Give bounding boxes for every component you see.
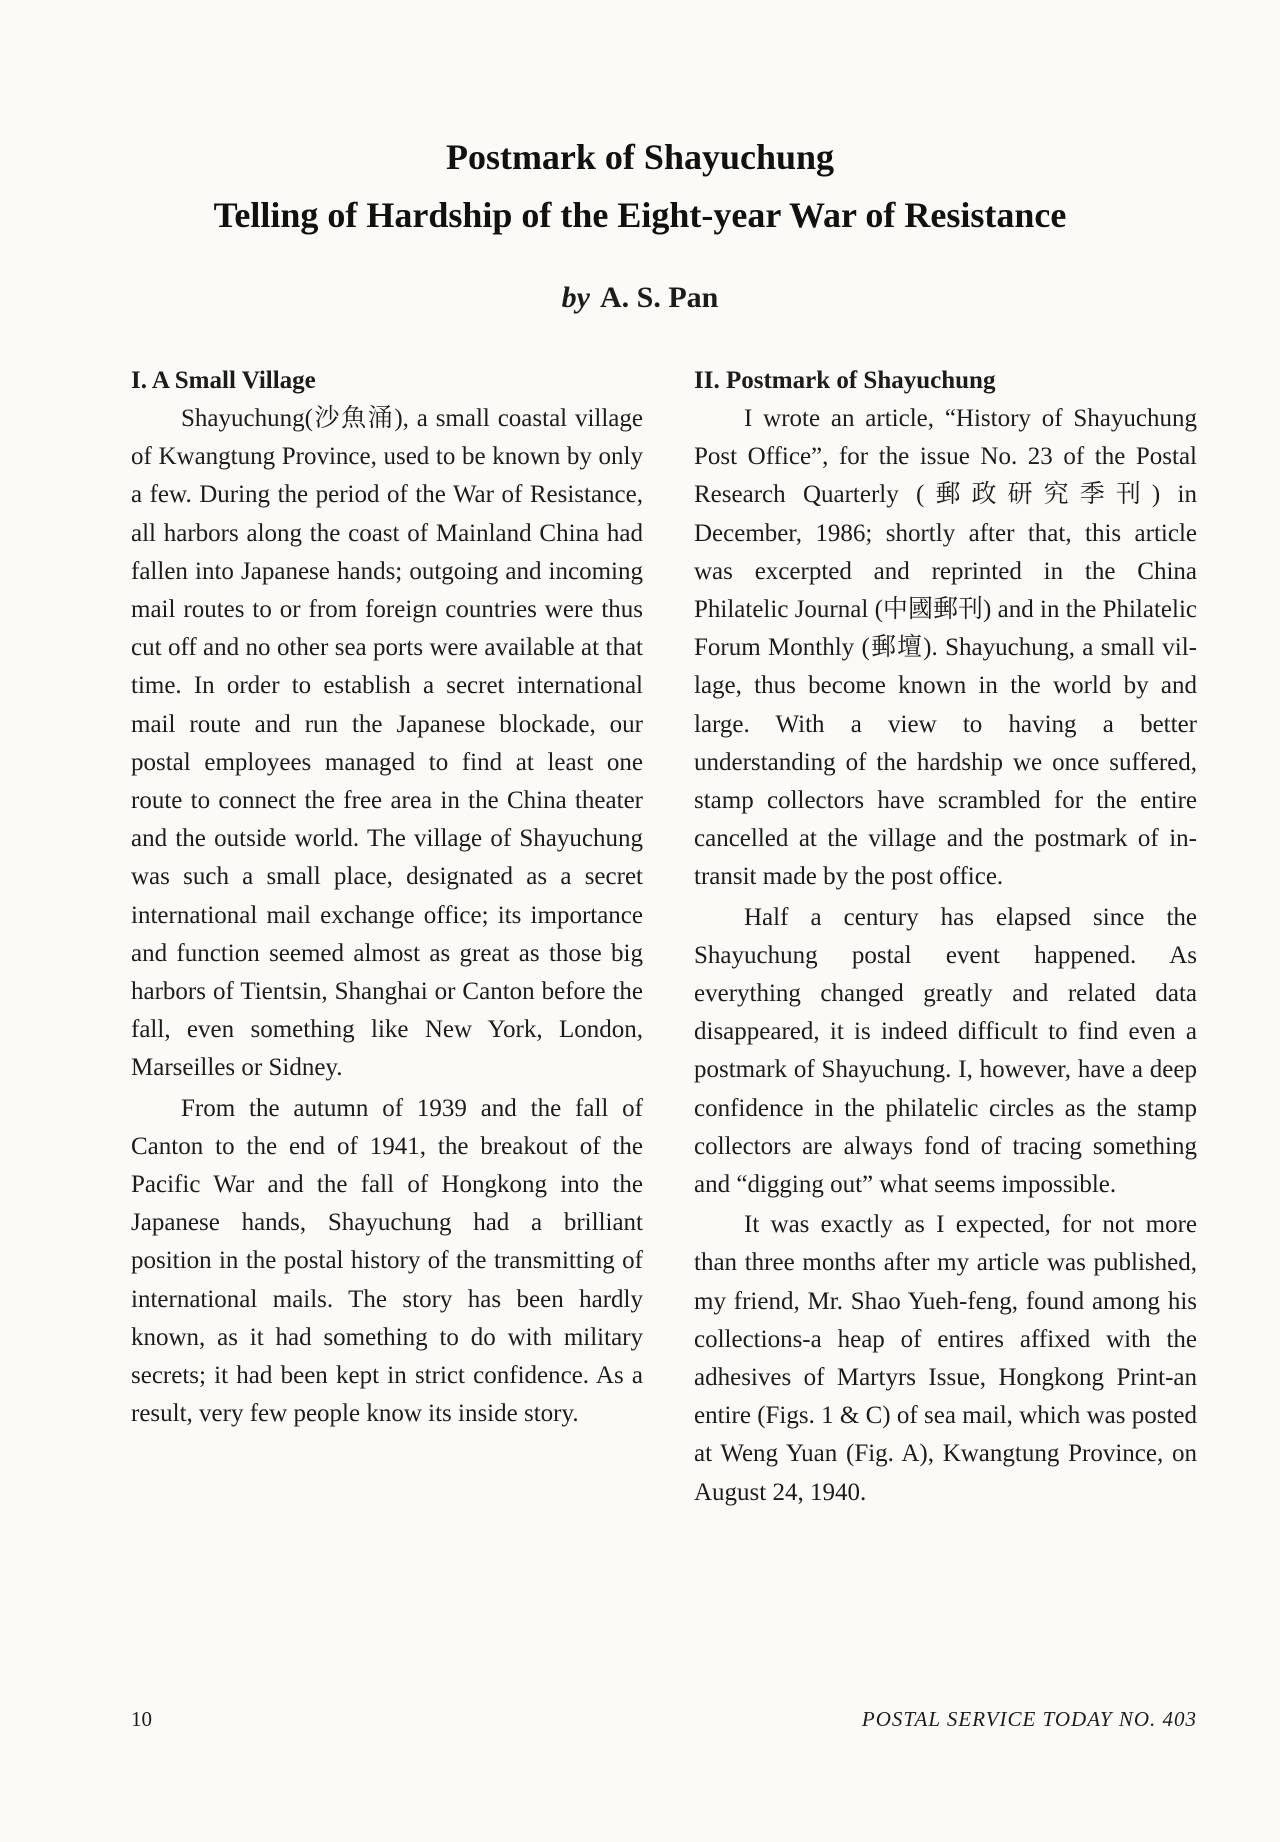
title-line-2: Telling of Hardship of the Eight-year War of Resistance: [213, 195, 1067, 235]
journal-name: POSTAL SERVICE TODAY NO. 403: [861, 1707, 1197, 1731]
article-title: [0, 128, 1280, 244]
section-heading: I. A Small Village: [131, 367, 316, 394]
paragraph: Shayuchung(沙魚涌), a small coastal village of Kwangtung Province, used to be known by only a few. During the period of the War of Resistance, all harbors along the coast of Mainland China had fallen into Japanese hands; outgoing and incoming mail routes to or from foreign countries were thus cut off and no other sea ports were available at that time. In order to establish a secret international mail route and run the Japanese blockade, our postal employees managed to find at least one route to connect the free area in the China theater and the outside world. The village of Shayuchung was such a small place, designated as a secret international mail exchange office; its importance and function seemed almost as great as those big harbors of Tientsin, Shanghai or Canton before the fall, even something like New York, London, Marseilles or Sidney.: [131, 405, 643, 1082]
paragraph: Half a century has elapsed since the Shayuchung postal event happened. As everything changed greatly and related data disappeared, it is indeed difficult to find even a postmark of Shayuchung. I, however, have a deep confidence in the philatelic circles as the stamp collectors are always fond of tracing something and “digging out” what seems impossible.: [694, 903, 1197, 1199]
right-column: [694, 362, 1197, 1512]
title-line-1: Postmark of Shayuchung: [445, 137, 835, 177]
paragraph: I wrote an article, “History of Shayuchung Post Office”, for the issue No. 23 of the Postal Research Quarterly (郵政研究季刊) in December, 1986; shortly after that, this article was excerpted and reprinted in the China Philatelic Journal (中國郵刊) and in the Philatelic Forum Monthly (郵壇). Shayuchung, a small village, thus become known in the world by and large. With a view to having a better understanding of the hardship we once suffered, stamp collectors have scrambled for the entire cancelled at the village and the postmark of in-transit made by the post office.: [694, 405, 1197, 891]
author-name: A. S. Pan: [599, 281, 719, 314]
paragraph: From the autumn of 1939 and the fall of Canton to the end of 1941, the breakout of the Pacific War and the fall of Hongkong into the Japanese hands, Shayuchung had a brilliant position in the postal history of the transmitting of international mails. The story has been hardly known, as it had something to do with military secrets; it had been kept in strict confidence. As a result, very few people know its inside story.: [131, 1094, 643, 1428]
page-number: 10: [131, 1707, 152, 1731]
left-column: [131, 362, 643, 1433]
byline-prefix: by: [561, 281, 590, 314]
paragraph: It was exactly as I expected, for not more than three months after my article was published, my friend, Mr. Shao Yueh-feng, found among his collections-a heap of entires affixed with the adhesives of Martyrs Issue, Hongkong Print-an entire (Figs. 1 & C) of sea mail, which was posted at Weng Yuan (Fig. A), Kwangtung Province, on August 24, 1940.: [694, 1211, 1197, 1506]
section-heading: II. Postmark of Shayuchung: [694, 367, 996, 394]
byline: [0, 278, 1280, 318]
